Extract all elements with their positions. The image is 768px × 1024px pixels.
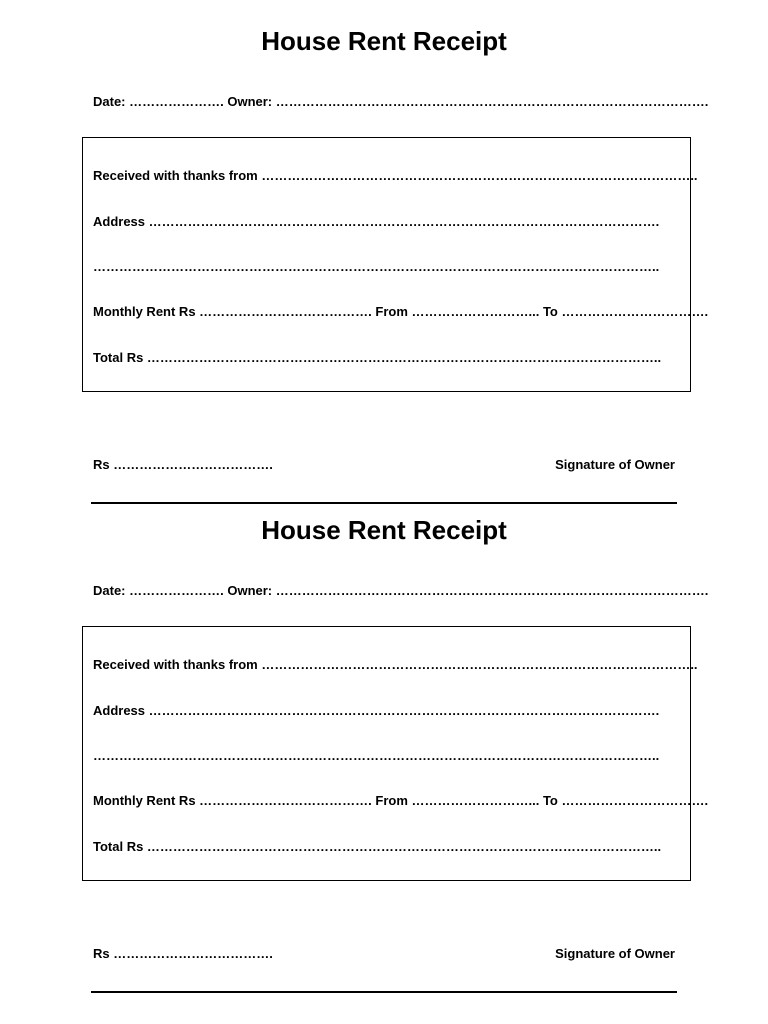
receipt-2 — [0, 489, 768, 978]
divider — [91, 991, 677, 993]
address-line: Address ………………………………………………………………………………………………………. — [93, 214, 660, 229]
rs-amount-line: Rs ………………………………. — [93, 946, 273, 961]
signature-label: Signature of Owner — [555, 457, 675, 472]
receipt-details-box — [82, 137, 709, 392]
received-from-line: Received with thanks from ……………………………………………………………………………………….. — [93, 168, 698, 183]
address-line: Address ………………………………………………………………………………………………………. — [93, 703, 660, 718]
address-continuation-line: ………………………………………………………………………………………………………………….. — [93, 259, 660, 274]
address-continuation-line: ………………………………………………………………………………………………………………….. — [93, 748, 660, 763]
date-owner-line: Date: …………………. Owner: ………………………………………………………………………………………. — [93, 583, 709, 598]
total-line: Total Rs ……………………………………………………………………………………………………….. — [93, 839, 662, 854]
receipt-title: House Rent Receipt — [261, 26, 507, 56]
receipt-details-box — [82, 626, 709, 881]
monthly-rent-line: Monthly Rent Rs …………………………………. From ………………………... To ……………………………. — [93, 304, 709, 319]
monthly-rent-line: Monthly Rent Rs …………………………………. From ………………………... To ……………………………. — [93, 793, 709, 808]
total-line: Total Rs ……………………………………………………………………………………………………….. — [93, 350, 662, 365]
receipt-1 — [0, 0, 768, 489]
received-from-line: Received with thanks from ……………………………………………………………………………………….. — [93, 657, 698, 672]
rs-amount-line: Rs ………………………………. — [93, 457, 273, 472]
receipt-title: House Rent Receipt — [261, 515, 507, 545]
date-owner-line: Date: …………………. Owner: ………………………………………………………………………………………. — [93, 94, 709, 109]
signature-label: Signature of Owner — [555, 946, 675, 961]
